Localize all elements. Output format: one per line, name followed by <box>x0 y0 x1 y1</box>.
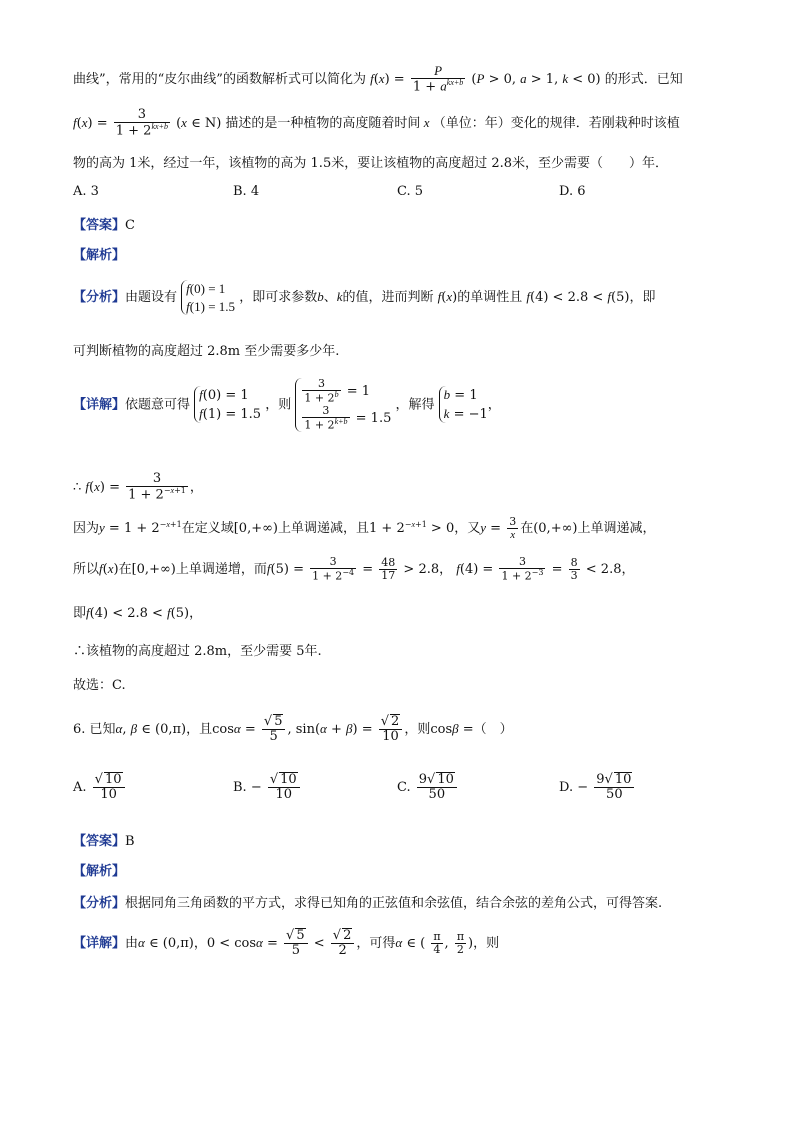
q5-line3: 物的高为 1米，经过一年，该植物的高为 1.5米，要让该植物的高度超过 2.8米，至少需要（ ）年． <box>73 156 669 171</box>
q5-analysis-label: 【解析】 <box>73 248 126 263</box>
q5-option-d: D. 6 <box>559 184 586 199</box>
q6-analysis-label: 【解析】 <box>73 864 126 879</box>
q5-conclusion: ∴该植物的高度超过 2.8m，至少需要 5年. <box>73 644 322 659</box>
q6-option-a: A. $\frac{√ 10}{10}$ <box>73 772 127 803</box>
q5-fenxi: 【分析】由题设有 f(0) = 1 f(1) = 1.5 ，即可求参数b、k的值，进而判断 f(x)的单调性且 f(4) < 2.8 < f(5)，即 <box>73 281 656 314</box>
q6-answer: 【答案】B <box>73 834 135 849</box>
q5-fenxi-line2: 可判断植物的高度超过 2.8m 至少需要多少年. <box>73 344 340 359</box>
q5-option-c: C. 5 <box>397 184 424 199</box>
q5-intro-line: 曲线”，常用的“皮尔曲线”的函数解析式可以简化为 f(x) = $\frac{P}{1 + a^{kx+b}}$ (P > 0, a > 1, k < 0) 的形式．已知 <box>73 63 683 95</box>
q6-stem: 6. 已知α, β ∈ (0,π)，且cosα = $\frac{√ 5}{5}$ , sin(α + β) = $\frac{√ 2}{10}$ ，则cosβ =（ ） <box>73 714 513 745</box>
q5-fx-result: ∴ f(x) = $\frac{3}{1 + 2^{-x+1}}$ ， <box>73 471 203 503</box>
q5-choose: 故选：C. <box>73 678 126 693</box>
q6-option-c: C. $\frac{9√ 10}{50}$ <box>397 772 459 803</box>
q6-fenxi: 【分析】根据同角三角函数的平方式，求得已知角的正弦值和余弦值，结合余弦的差角公式，可得答案. <box>73 896 663 911</box>
q5-xiangjie: 【详解】依题意可得 f(0) = 1 f(1) = 1.5 ，则 $\frac{3}{1 + 2^b}$ = 1 $\frac{3}{1 + 2^{k+b}}$ = 1.5 ，解得 b = 1 k = −1， <box>73 377 501 432</box>
q6-option-b: B. − $\frac{√ 10}{10}$ <box>233 772 302 803</box>
q5-option-a: A. 3 <box>73 184 99 199</box>
plant-fraction: $\frac{3}{1 + 2^{kx+b}}$ <box>115 107 168 139</box>
q5-ji-line: 即f(4) < 2.8 < f(5)， <box>73 605 203 621</box>
q6-option-d: D. − $\frac{9√ 10}{50}$ <box>559 772 636 803</box>
pierre-formula: f <box>370 70 374 86</box>
q6-xiangjie: 【详解】由α ∈ (0,π)，0 < cosα = $\frac{√ 5}{5}$ < $\frac{√ 2}{2}$ ，可得α ∈ ( $\frac{\pi}{4}$ , $\frac{\pi}{2}$ )，则 <box>73 928 500 959</box>
pierre-fraction: $\frac{P}{1 + a^{kx+b}}$ <box>412 63 464 95</box>
q5-because-line: 因为$y = 1 + 2^{-x+1}$在定义域[0,+∞)上单调递减，且$1 + 2^{-x+1} > 0$，又y = $\frac{3}{x}$ 在(0,+∞)上单调递减， <box>73 515 656 542</box>
q5-desc-line: f(x) = $\frac{3}{1 + 2^{kx+b}}$ (x ∈ N) 描述的是一种植物的高度随着时间 x （单位：年）变化的规律．若刚栽种时该植 <box>73 107 680 139</box>
q5-answer: 【答案】C <box>73 218 135 233</box>
q5-so-line: 所以f(x)在[0,+∞)上单调递增，而f(5) = $\frac{3}{1 + 2^{-4}}$ = $\frac{48}{17}$ > 2.8， f(4) = $\frac{3}{1 + 2^{-3}}$ = $\frac{8}{3}$ < 2.8， <box>73 555 635 583</box>
q5-option-b: B. 4 <box>233 184 260 199</box>
